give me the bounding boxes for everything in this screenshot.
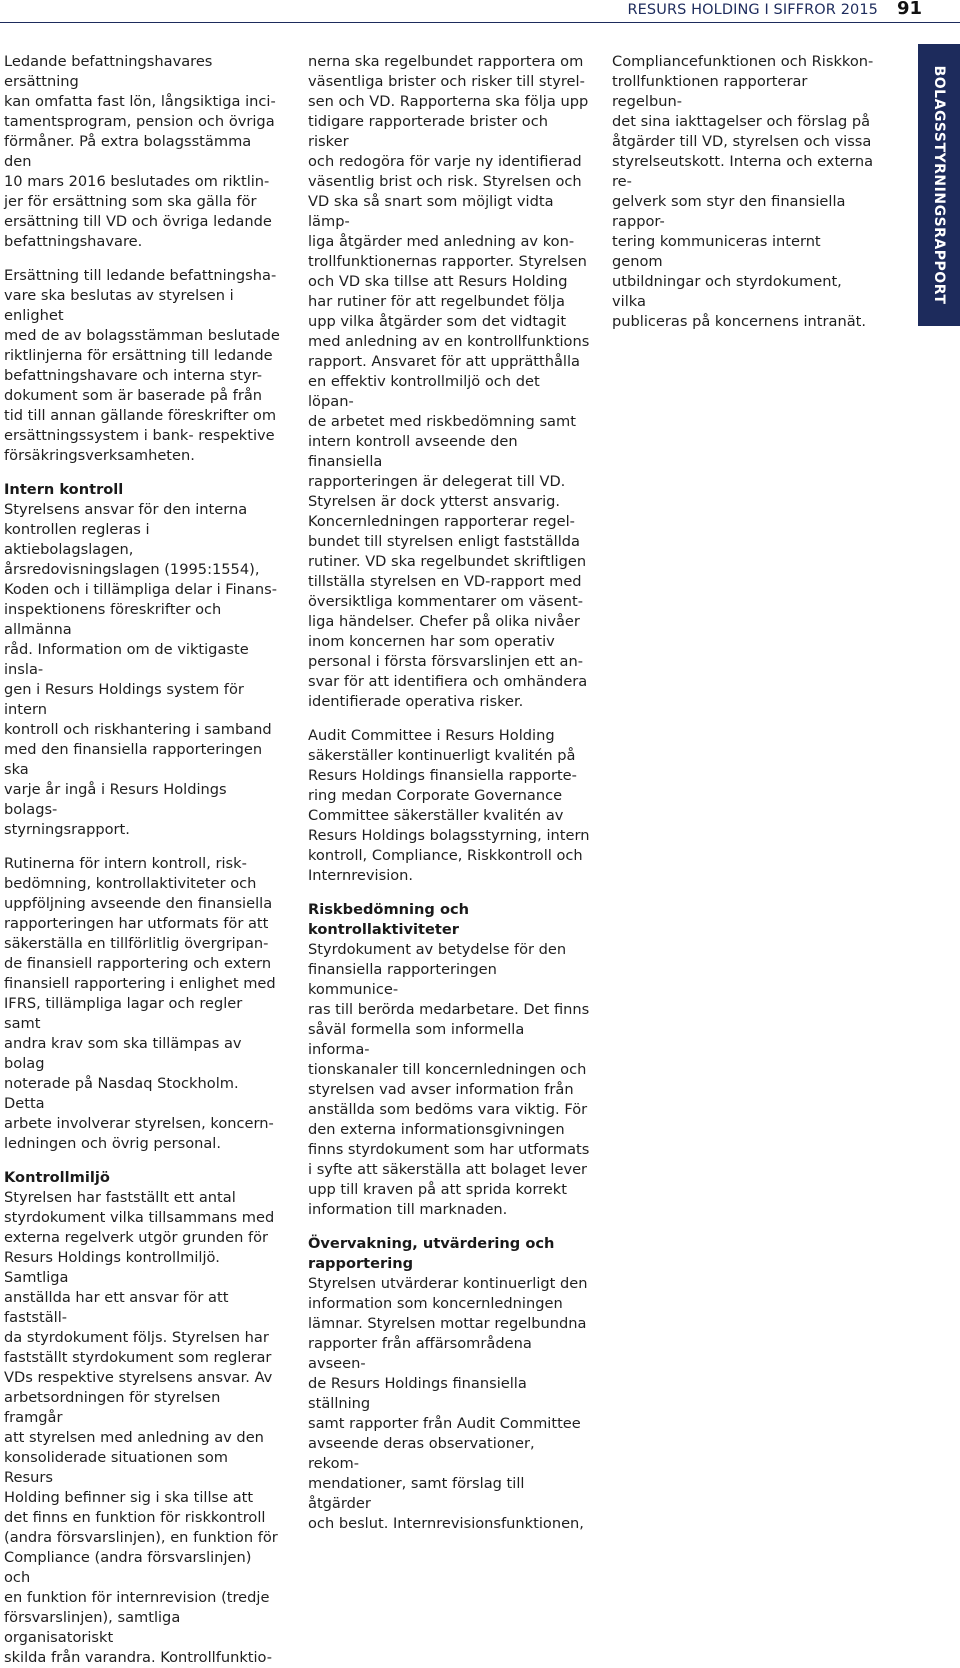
section-heading-riskbedomning: Riskbedömning och kontrollaktiviteter [308,901,470,938]
page-header [0,0,960,20]
paragraph: Styrelsen utvärderar kontinuerligt den information som koncernledningen lämnar. Styrelsen mottar regelbundna rapporter från affärsområdena avseen- de Resurs Holdings finansiella ställning samt rapporter från Audit Committee avseende deras observationer, rekom- mendationer, samt förslag till åtgärder och beslut. Internrevisionsfunktionen, [308,1275,588,1532]
paragraph: Styrelsens ansvar för den interna kontrollen regleras i aktiebolagslagen, årsredovisningslagen (1995:1554), Koden och i tillämpliga delar i Finans- inspektionens föreskrifter och allmänna råd. Information om de viktigaste insla- gen i Resurs Holdings system för intern kontroll och riskhantering i samband med den finansiella rapporteringen ska varje år ingå i Resurs Holdings bolags- styrningsrapport. [4,501,277,838]
section-heading-kontrollmiljo: Kontrollmiljö [4,1169,110,1186]
text-column-2 [308,52,590,1534]
side-tab-label: BOLAGSSTYRNINGSRAPPORT [931,65,947,305]
section-heading-overvakning: Övervakning, utvärdering och rapportering [308,1235,555,1272]
text-column-3 [612,52,874,332]
paragraph: Compliancefunktionen och Riskkon- trollfunktionen rapporterar regelbun- det sina iakttagelser och förslag på åtgärder till VD, styrelsen och vissa styrelseutskott. Interna och externa re- gelverk som styr den finansiella rappor- tering kommuniceras internt genom utbildningar och styrdokument, vilka publiceras på koncernens intranät. [612,53,874,330]
paragraph: Ersättning till ledande befattningsha- vare ska beslutas av styrelsen i enlighet med de av bolagsstämman beslutade riktlinjerna för ersättning till ledande befattningshavare och interna styr- dokument som är baserade på från tid till annan gällande föreskrifter om ersättningssystem i bank- respektive försäkringsverksamheten. [4,267,280,464]
paragraph: Styrelsen har fastställt ett antal styrdokument vilka tillsammans med externa regelverk utgör grunden för Resurs Holdings kontrollmiljö. Samtliga anställda har ett ansvar för att fastställ- da styrdokument följs. Styrelsen har fastställt styrdokument som reglerar VDs respektive styrelsens ansvar. Av arbetsordningen för styrelsen framgår att styrelsen med anledning av den konsoliderade situationen som Resurs Holding befinner sig i ska tillse att det finns en funktion för riskkontroll (andra försvarslinjen), en funktion för Compliance (andra försvarslinjen) och en funktion för internrevision (tredje försvarslinjen), samtliga organisatoriskt skilda från varandra. Kontrollfunktio- [4,1189,278,1666]
paragraph: Rutinerna för intern kontroll, risk- bedömning, kontrollaktiviteter och uppföljning avseende den finansiella rapporteringen har utformats för att säkerställa en tillförlitlig övergripan- de finansiell rapportering och extern finansiell rapportering i enlighet med IFRS, tillämpliga lagar och regler samt andra krav som ska tillämpas av bolag noterade på Nasdaq Stockholm. Detta arbete involverar styrelsen, koncern- ledningen och övrig personal. [4,855,276,1152]
header-rule [0,22,960,23]
paragraph: Audit Committee i Resurs Holding säkerställer kontinuerligt kvalitén på Resurs Holdings finansiella rapporte- ring medan Corporate Governance Committee säkerställer kvalitén av Resurs Holdings bolagsstyrning, intern kontroll, Compliance, Riskkontroll och Internrevision. [308,727,590,884]
section-heading-intern-kontroll: Intern kontroll [4,481,124,498]
text-column-1 [4,52,280,1668]
paragraph: Styrdokument av betydelse för den finansiella rapporteringen kommunice- ras till berörda medarbetare. Det finns såväl formella som informella informa- tionskanaler till koncernledningen och styrelsen vad avser information från anställda som bedöms vara viktig. För den externa informationsgivningen finns styrdokument som har utformats i syfte att säkerställa att bolaget lever upp till kraven på att sprida korrekt information till marknaden. [308,941,590,1218]
paragraph: nerna ska regelbundet rapportera om väsentliga brister och risker till styrel- sen och VD. Rapporterna ska följa upp tidigare rapporterade brister och risker och redogöra för varje ny identifierad väsentlig brist och risk. Styrelsen och VD ska så snart som möjligt vidta lämp- liga åtgärder med anledning av kon- trollfunktionernas rapporter. Styrelsen och VD ska tillse att Resurs Holding har rutiner för att regelbundet följa upp vilka åtgärder som det vidtagit med anledning av en kontrollfunktions rapport. Ansvaret för att upprätthålla en effektiv kontrollmiljö och det löpan- de arbetet med riskbedömning samt intern kontroll avseende den finansiella rapporteringen är delegerat till VD. Styrelsen är dock ytterst ansvarig. Koncernledningen rapporterar regel- bundet till styrelsen enligt fastställda rutiner. VD ska regelbundet skriftligen tillställa styrelsen en VD-rapport med översiktliga kommentarer om väsent- liga händelser. Chefer på olika nivåer inom koncernen har som operativ personal i första försvarslinjen ett an- svar för att identifiera och omhändera identifierade operativa risker. [308,53,590,710]
page-number: 91 [896,0,922,19]
header-title: RESURS HOLDING I SIFFROR 2015 [627,2,878,18]
section-side-tab [918,44,960,326]
paragraph: Ledande befattningshavares ersättning kan omfatta fast lön, långsiktiga inci- tamentsprogram, pension och övriga förmåner. På extra bolagsstämma den 10 mars 2016 beslutades om riktlin- jer för ersättning som ska gälla för ersättning till VD och övriga ledande befattningshavare. [4,53,276,250]
